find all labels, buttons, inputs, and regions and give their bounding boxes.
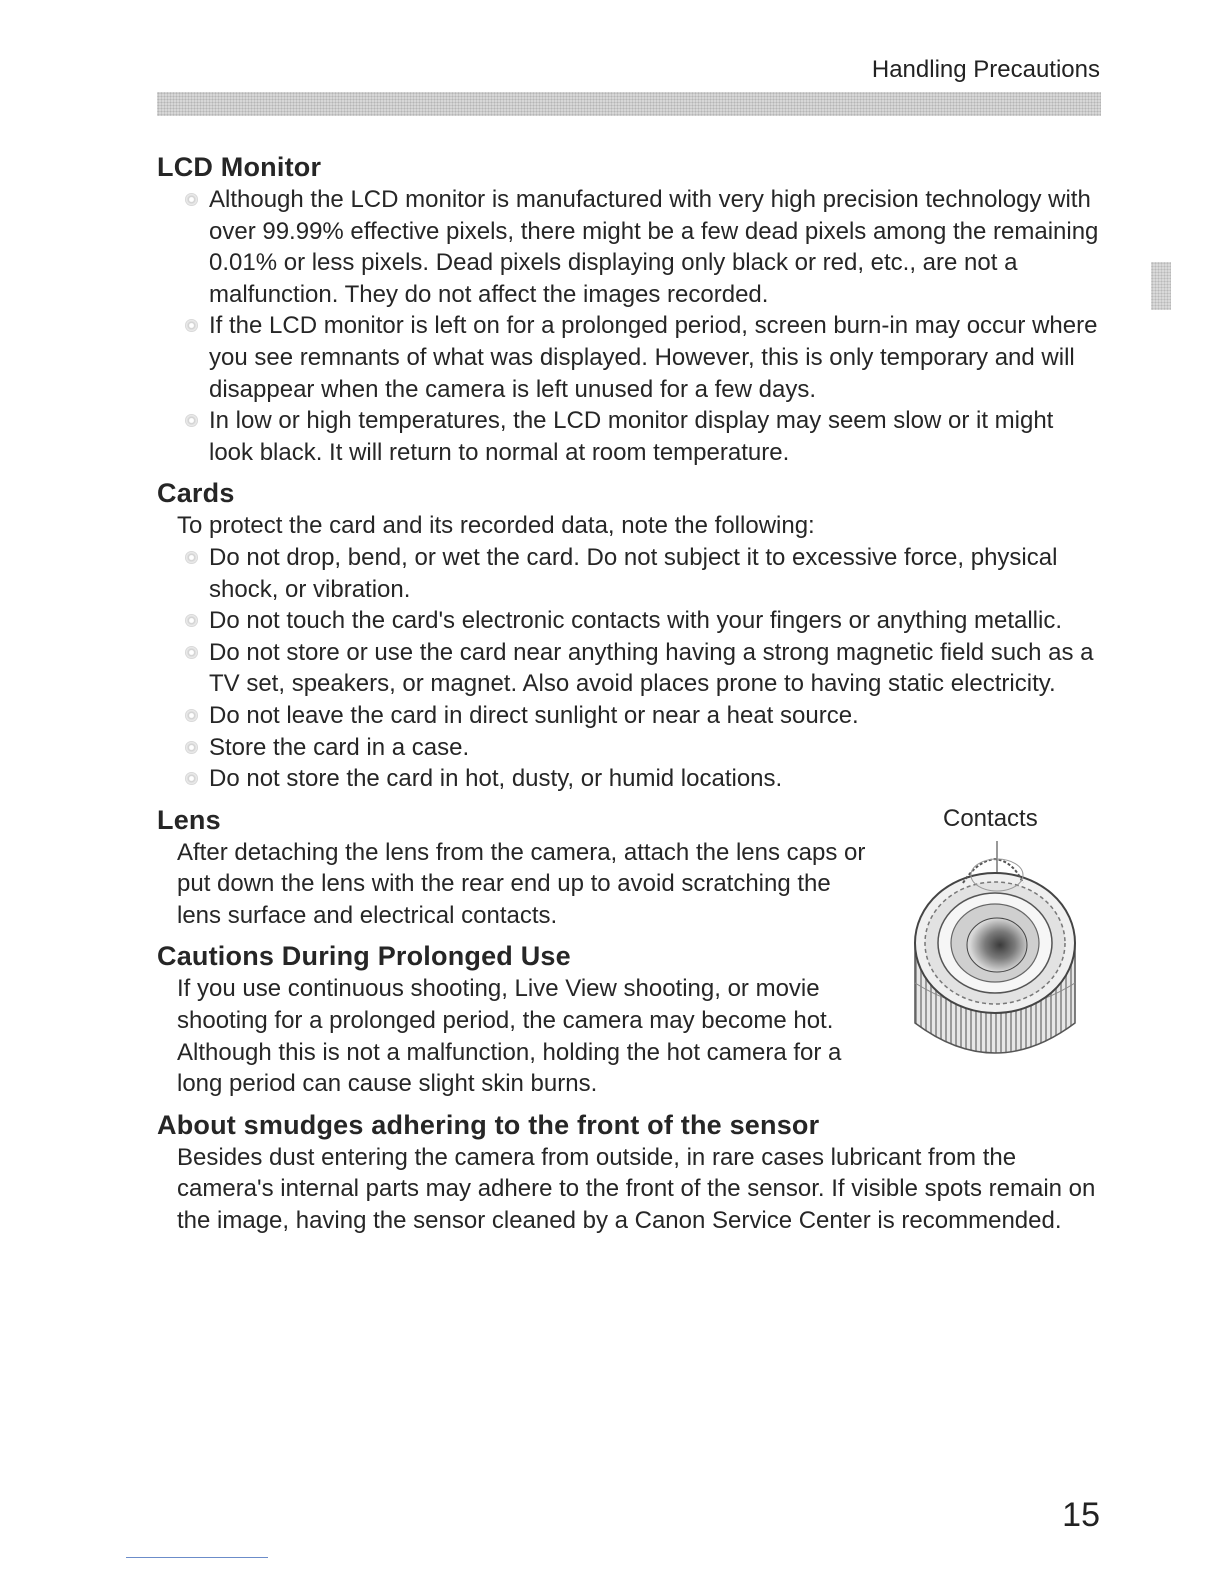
lens-rear-icon xyxy=(905,833,1085,1073)
lens-figure xyxy=(905,803,1085,1073)
header-bar xyxy=(157,92,1101,116)
bullet-list xyxy=(157,184,1101,468)
bullet-icon xyxy=(185,646,198,659)
section-heading: About smudges adhering to the front of the sensor xyxy=(157,1109,820,1140)
section-prolonged-use xyxy=(157,939,877,1099)
list-item xyxy=(157,542,1101,605)
list-item-text: Although the LCD monitor is manufactured with very high precision technology with over 99.99% effective pixels, there might be a few dead pixels among the remaining 0.01% or less pixels. Dead pixels displaying only black or red, etc., are not a malfunction. They do not affect the images recorded. xyxy=(209,186,1099,308)
list-item-text: If the LCD monitor is left on for a prolonged period, screen burn-in may occur where you see remnants of what was displayed. However, this is only temporary and will disappear when the camera is left unused for a few days. xyxy=(209,312,1098,403)
section-cards xyxy=(157,476,1101,794)
page-header-title: Handling Precautions xyxy=(871,56,1100,83)
section-intro: To protect the card and its recorded data, note the following: xyxy=(177,512,815,540)
list-item xyxy=(157,700,1101,732)
section-text: Besides dust entering the camera from outside, in rare cases lubricant from the camera's internal parts may adhere to the front of the sensor. If visible spots remain on the image, having the sensor cleaned by a Canon Service Center is recommended. xyxy=(177,1143,1096,1235)
bullet-icon xyxy=(185,772,198,785)
list-item xyxy=(157,732,1101,764)
list-item xyxy=(157,605,1101,637)
bullet-icon xyxy=(185,709,198,722)
list-item xyxy=(157,637,1101,700)
bullet-icon xyxy=(185,193,198,206)
list-item xyxy=(157,310,1101,405)
section-heading: Lens xyxy=(157,804,221,835)
list-item-text: Do not leave the card in direct sunlight or near a heat source. xyxy=(209,701,859,729)
list-item xyxy=(157,184,1101,310)
lens-and-prolonged-use-block xyxy=(157,803,1101,1100)
section-heading: Cautions During Prolonged Use xyxy=(157,941,571,972)
bullet-icon xyxy=(185,614,198,627)
list-item xyxy=(157,405,1101,468)
footer-rule xyxy=(126,1557,268,1558)
bullet-icon xyxy=(185,414,198,427)
section-lcd-monitor xyxy=(157,150,1101,468)
bullet-icon xyxy=(185,319,198,332)
section-text: If you use continuous shooting, Live View shooting, or movie shooting for a prolonged period, the camera may become hot. Although this is not a malfunction, holding the hot camera for a long period can cause slight skin burns. xyxy=(177,975,842,1098)
bullet-icon xyxy=(185,741,198,754)
list-item-text: Do not drop, bend, or wet the card. Do not subject it to excessive force, physical shock, or vibration. xyxy=(209,543,1058,603)
section-heading: LCD Monitor xyxy=(157,152,322,182)
figure-label: Contacts xyxy=(943,804,1038,832)
page-content xyxy=(157,150,1101,1245)
section-text: After detaching the lens from the camera, attach the lens caps or put down the lens with the rear end up to avoid scratching the lens surface and electrical contacts. xyxy=(177,838,866,929)
list-item-text: Do not store or use the card near anything having a strong magnetic field such as a TV set, speakers, or magnet. Also avoid places prone to having static electricity. xyxy=(209,638,1094,698)
bullet-icon xyxy=(185,551,198,564)
list-item-text: In low or high temperatures, the LCD monitor display may seem slow or it might look black. It will return to normal at room temperature. xyxy=(209,407,1054,466)
section-sensor-smudges xyxy=(157,1108,1101,1237)
bullet-list xyxy=(157,542,1101,795)
list-item-text: Do not touch the card's electronic contacts with your fingers or anything metallic. xyxy=(209,607,1062,635)
page-number: 15 xyxy=(1062,1496,1100,1534)
chapter-side-tab xyxy=(1151,262,1171,310)
section-heading: Cards xyxy=(157,478,235,509)
section-lens xyxy=(157,803,877,932)
list-item-text: Store the card in a case. xyxy=(209,733,470,761)
list-item-text: Do not store the card in hot, dusty, or humid locations. xyxy=(209,765,783,793)
list-item xyxy=(157,763,1101,795)
